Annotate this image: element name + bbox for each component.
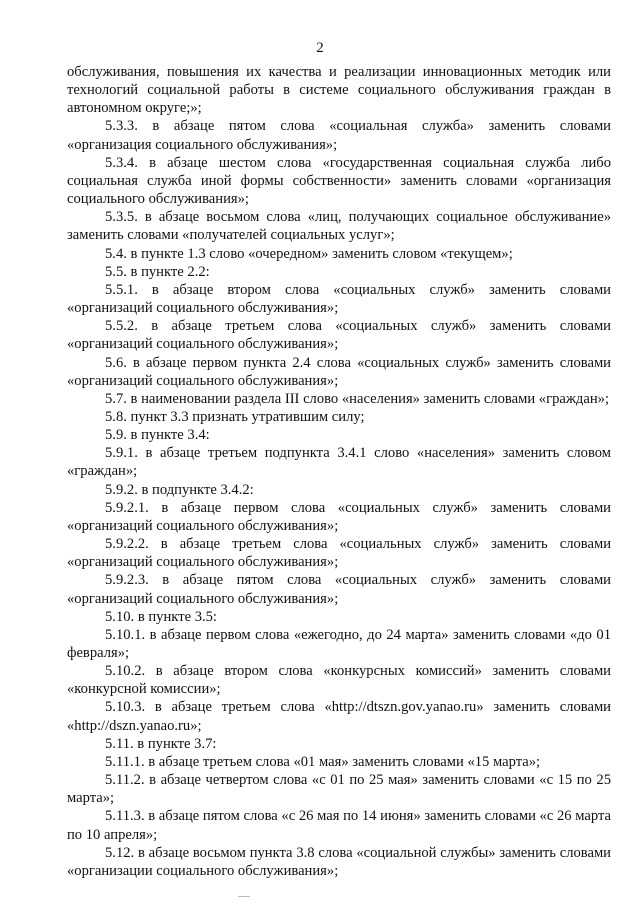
paragraph: 5.9.2.2. в абзаце третьем слова «социальных служб» заменить словами «организаций социального обслуживания»; [67,536,611,571]
paragraph: 5.8. пункт 3.3 признать утратившим силу; [105,408,365,425]
paragraph: 5.5.2. в абзаце третьем слова «социальных служб» заменить словами «организаций социального обслуживания»; [67,318,611,353]
paragraph: 5.3.5. в абзаце восьмом слова «лиц, получающих социальное обслуживание» заменить словами «получателей социальных услуг»; [67,209,611,244]
paragraph: 5.11.1. в абзаце третьем слова «01 мая» заменить словами «15 марта»; [105,753,541,770]
paragraph: 5.6. в абзаце первом пункта 2.4 слова «социальных служб» заменить словами «организаций социального обслуживания»; [67,354,611,389]
paragraph: 5.4. в пункте 1.3 слово «очередном» заменить словом «текущем»; [105,245,513,262]
paragraph: 5.11.3. в абзаце пятом слова «с 26 мая по 14 июня» заменить словами «с 26 марта по 10 апреля»; [67,808,611,843]
paragraph: 5.5.1. в абзаце втором слова «социальных служб» заменить словами «организаций социального обслуживания»; [67,281,611,317]
paragraph: 5.11. в пункте 3.7: [105,735,217,752]
scan-mark [238,896,250,897]
paragraph: 5.10.2. в абзаце втором слова «конкурсных комиссий» заменить словами «конкурсной комиссии»; [67,663,611,698]
paragraph: 5.9.2. в подпункте 3.4.2: [105,481,254,498]
paragraph: 5.12. в абзаце восьмом пункта 3.8 слова «социальной службы» заменить словами «организации социального обслуживания»; [67,844,611,879]
paragraph: 5.3.4. в абзаце шестом слова «государственная социальная служба либо социальная служба иной формы собственности» заменить словами «организация социального обслуживания»; [67,154,611,208]
paragraph: 5.10.3. в абзаце третьем слова «http://dtszn.gov.yanao.ru» заменить словами «http://dszn.yanao.ru»; [67,699,611,734]
document-body [67,63,611,880]
paragraph: 5.9.1. в абзаце третьем подпункта 3.4.1 слово «населения» заменить словом «граждан»; [67,445,611,480]
paragraph: обслуживания, повышения их качества и реализации инновационных методик или технологий социальной работы в системе социального обслуживания граждан в автономном округе;»; [67,64,611,117]
paragraph: 5.9. в пункте 3.4: [105,427,210,444]
page-number: 2 [316,40,324,56]
paragraph: 5.9.2.1. в абзаце первом слова «социальных служб» заменить словами «организаций социального обслуживания»; [67,499,611,534]
paragraph: 5.10. в пункте 3.5: [105,608,217,625]
paragraph: 5.10.1. в абзаце первом слова «ежегодно, до 24 марта» заменить словами «до 01 февраля»; [67,626,611,661]
paragraph: 5.9.2.3. в абзаце пятом слова «социальных служб» заменить словами «организаций социального обслуживания»; [67,572,611,607]
paragraph: 5.11.2. в абзаце четвертом слова «с 01 по 25 мая» заменить словами «с 15 по 25 марта»; [67,772,611,807]
paragraph: 5.7. в наименовании раздела III слово «населения» заменить словами «граждан»; [105,390,609,407]
paragraph: 5.3.3. в абзаце пятом слова «социальная служба» заменить словами «организация социального обслуживания»; [67,118,611,153]
paragraph: 5.5. в пункте 2.2: [105,263,210,280]
